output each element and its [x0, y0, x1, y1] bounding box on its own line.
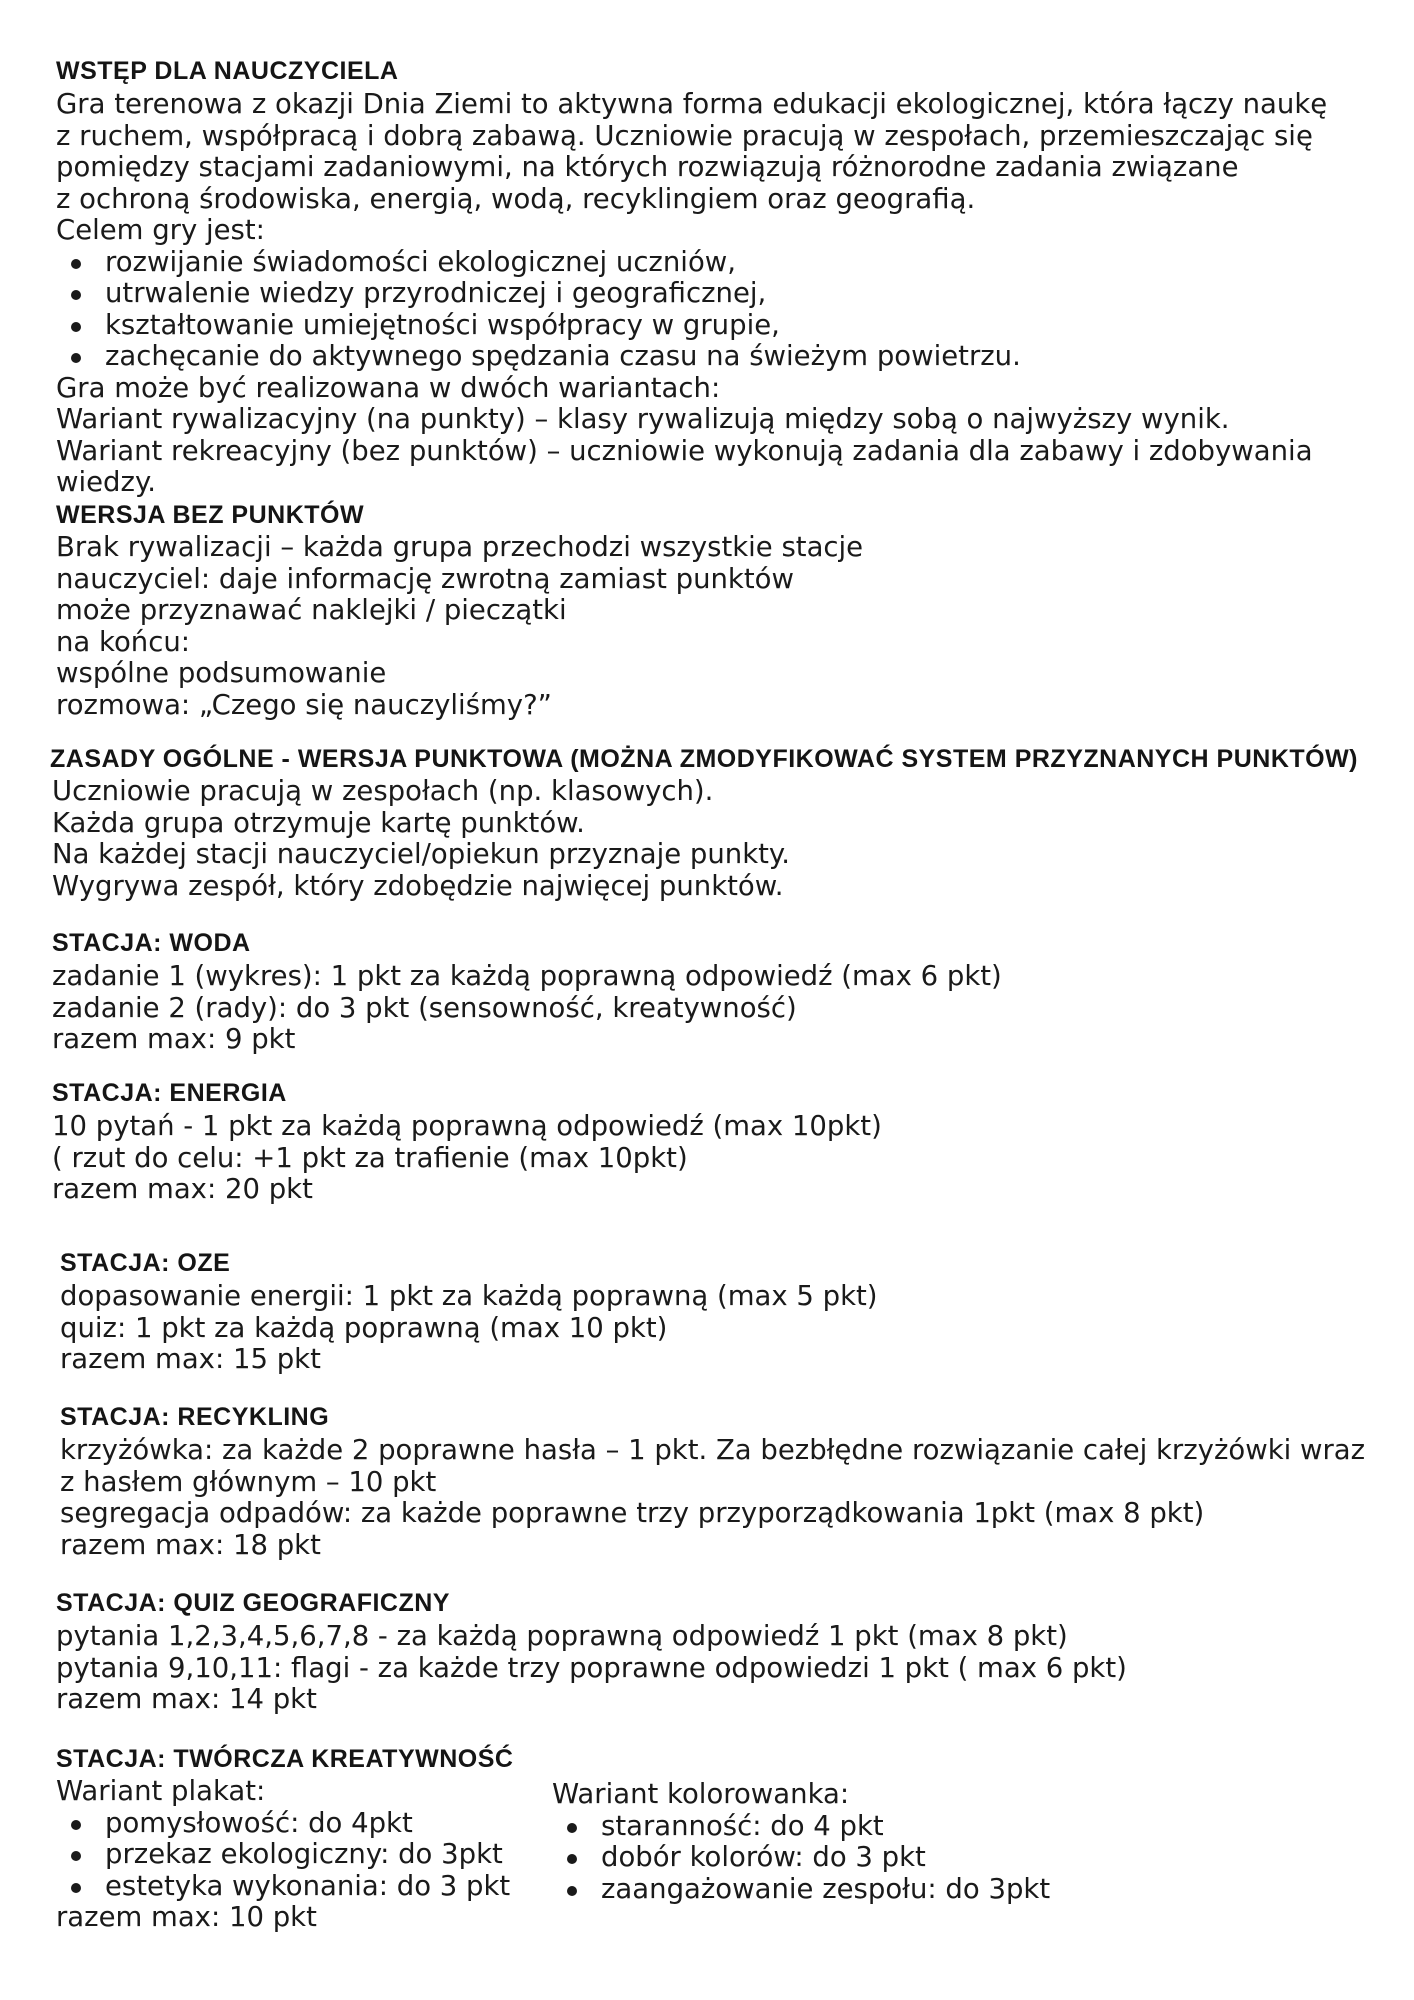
rules-section: [50, 744, 1358, 902]
poster-criteria-list: [56, 1808, 513, 1903]
no-points-line: może przyznawać naklejki / pieczątki: [56, 594, 567, 626]
goals-label: Celem gry jest:: [56, 214, 265, 246]
no-points-heading: WERSJA BEZ PUNKTÓW: [56, 501, 365, 529]
no-points-section: [56, 500, 863, 721]
poster-variant-label: Wariant plakat:: [56, 1775, 266, 1807]
coloring-criteria-list: [552, 1811, 1050, 1906]
recycling-station-section: [60, 1402, 1365, 1561]
recycling-station-line: razem max: 18 pkt: [60, 1528, 321, 1561]
intro-heading: WSTĘP DLA NAUCZYCIELA: [56, 57, 399, 85]
rules-line: Na każdej stacji nauczyciel/opiekun przyznaje punkty.: [52, 838, 791, 870]
geo-quiz-station-heading: STACJA: QUIZ GEOGRAFICZNY: [56, 1589, 450, 1617]
recycling-station-line: z hasłem głównym – 10 pkt: [60, 1465, 437, 1498]
intro-paragraph-line: Gra terenowa z okazji Dnia Ziemi to aktywna forma edukacji ekologicznej, która łączy naukę: [56, 88, 1328, 120]
rules-line: Każda grupa otrzymuje kartę punktów.: [52, 806, 585, 839]
list-item: kształtowanie umiejętności współpracy w grupie,: [67, 310, 1327, 342]
list-item: zaangażowanie zespołu: do 3pkt: [563, 1874, 1050, 1906]
variants-line: Wariant rywalizacyjny (na punkty) – klasy rywalizują między sobą o najwyższy wynik.: [56, 403, 1230, 435]
oze-station-section: [60, 1248, 878, 1376]
list-item: staranność: do 4 pkt: [563, 1811, 1050, 1843]
oze-station-line: quiz: 1 pkt za każdą poprawną (max 10 pkt): [60, 1311, 668, 1344]
recycling-station-line: krzyżówka: za każde 2 poprawne hasła – 1 pkt. Za bezbłędne rozwiązanie całej krzyżówki wraz: [60, 1434, 1366, 1466]
energy-station-line: razem max: 20 pkt: [52, 1173, 313, 1205]
water-station-line: zadanie 1 (wykres): 1 pkt za każdą poprawną odpowiedź (max 6 pkt): [52, 960, 1002, 992]
list-item: estetyka wykonania: do 3 pkt: [67, 1871, 513, 1903]
list-item: przekaz ekologiczny: do 3pkt: [67, 1839, 513, 1871]
geo-quiz-station-section: [56, 1588, 1127, 1716]
no-points-line: na końcu:: [56, 625, 191, 658]
intro-section: [56, 56, 1327, 499]
geo-quiz-station-line: pytania 9,10,11: flagi - za każde trzy poprawne odpowiedzi 1 pkt ( max 6 pkt): [56, 1651, 1127, 1684]
water-station-line: zadanie 2 (rady): do 3 pkt (sensowność, kreatywność): [52, 991, 797, 1024]
rules-line: Wygrywa zespół, który zdobędzie najwięcej punktów.: [52, 869, 784, 902]
list-item: rozwijanie świadomości ekologicznej uczniów,: [67, 247, 1327, 279]
water-station-section: [52, 928, 1002, 1056]
water-station-heading: STACJA: WODA: [52, 929, 251, 957]
rules-line: Uczniowie pracują w zespołach (np. klasowych).: [52, 775, 714, 807]
no-points-line: nauczyciel: daje informację zwrotną zamiast punktów: [56, 562, 794, 595]
recycling-station-heading: STACJA: RECYKLING: [60, 1403, 330, 1431]
variants-line: wiedzy.: [56, 466, 157, 498]
list-item: dobór kolorów: do 3 pkt: [563, 1842, 1050, 1874]
no-points-line: Brak rywalizacji – każda grupa przechodzi wszystkie stacje: [56, 531, 864, 563]
water-station-line: razem max: 9 pkt: [52, 1023, 296, 1055]
energy-station-heading: STACJA: ENERGIA: [52, 1079, 287, 1107]
intro-paragraph-line: z ruchem, współpracą i dobrą zabawą. Uczniowie pracują w zespołach, przemieszczając się: [56, 119, 1313, 152]
geo-quiz-station-line: pytania 1,2,3,4,5,6,7,8 - za każdą poprawną odpowiedź 1 pkt (max 8 pkt): [56, 1620, 1068, 1652]
poster-total: razem max: 10 pkt: [56, 1901, 317, 1933]
coloring-variant-section: [552, 1779, 1050, 1905]
geo-quiz-station-line: razem max: 14 pkt: [56, 1683, 317, 1715]
variants-line: Gra może być realizowana w dwóch wariantach:: [56, 371, 721, 404]
creative-station-heading: STACJA: TWÓRCZA KREATYWNOŚĆ: [56, 1745, 514, 1773]
goals-list: [56, 247, 1327, 373]
oze-station-line: dopasowanie energii: 1 pkt za każdą poprawną (max 5 pkt): [60, 1280, 878, 1312]
coloring-variant-label: Wariant kolorowanka:: [552, 1778, 850, 1810]
oze-station-heading: STACJA: OZE: [60, 1249, 231, 1277]
energy-station-line: ( rzut do celu: +1 pkt za trafienie (max 10pkt): [52, 1141, 688, 1174]
list-item: utrwalenie wiedzy przyrodniczej i geograficznej,: [67, 278, 1327, 310]
rules-heading: ZASADY OGÓLNE - WERSJA PUNKTOWA (MOŻNA ZMODYFIKOWAĆ SYSTEM PRZYZNANYCH PUNKTÓW): [50, 745, 1359, 773]
variants-line: Wariant rekreacyjny (bez punktów) – uczniowie wykonują zadania dla zabawy i zdobywania: [56, 434, 1313, 467]
recycling-station-line: segregacja odpadów: za każde poprawne trzy przyporządkowania 1pkt (max 8 pkt): [60, 1497, 1205, 1529]
oze-station-line: razem max: 15 pkt: [60, 1343, 321, 1375]
list-item: zachęcanie do aktywnego spędzania czasu na świeżym powietrzu.: [67, 341, 1327, 373]
intro-paragraph-line: pomiędzy stacjami zadaniowymi, na których rozwiązują różnorodne zadania związane: [56, 151, 1239, 183]
no-points-line: rozmowa: „Czego się nauczyliśmy?”: [56, 688, 552, 721]
intro-paragraph-line: z ochroną środowiska, energią, wodą, recyklingiem oraz geografią.: [56, 182, 976, 215]
creative-station-section: [56, 1744, 513, 1934]
no-points-line: wspólne podsumowanie: [56, 657, 387, 689]
list-item: pomysłowość: do 4pkt: [67, 1808, 513, 1840]
energy-station-line: 10 pytań - 1 pkt za każdą poprawną odpowiedź (max 10pkt): [52, 1110, 882, 1142]
energy-station-section: [52, 1078, 882, 1206]
